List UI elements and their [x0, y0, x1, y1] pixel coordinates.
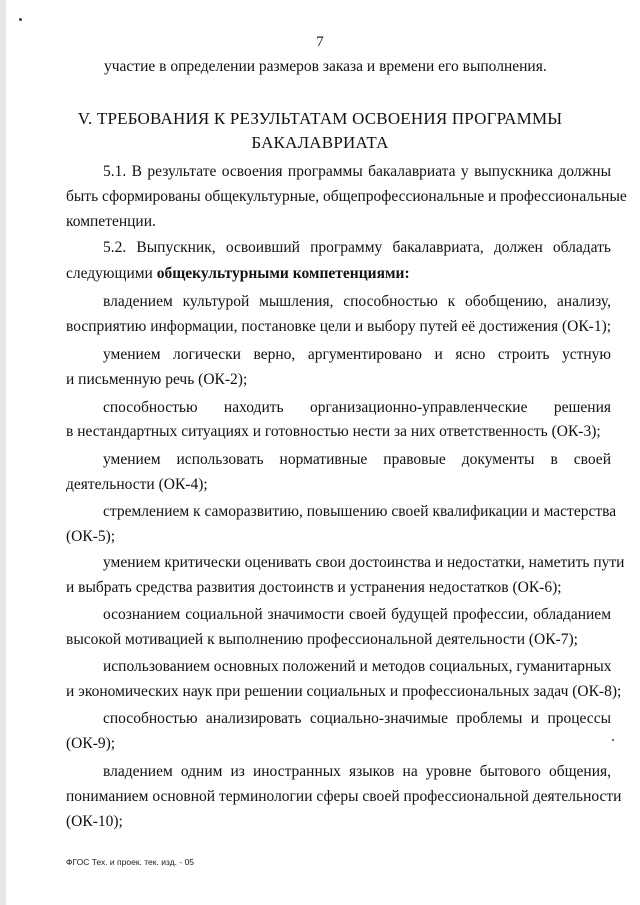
competency-ok-10-line-2: пониманием основной терминологии сферы своей профессиональной деятельности: [66, 788, 622, 805]
competency-ok-4-line-1: умением использовать нормативные правовые документы в своей: [103, 451, 611, 468]
scan-speck: [612, 739, 614, 741]
text-line: компетенции.: [66, 213, 156, 230]
competency-ok-2-line-1: умением логически верно, аргументировано и ясно строить устную: [103, 346, 611, 363]
competency-ok-9-line-2: (ОК-9);: [66, 735, 116, 752]
bold-term: общекультурными компетенциями:: [156, 265, 410, 282]
competency-ok-4-line-2: деятельности (ОК-4);: [66, 476, 208, 493]
competency-ok-9-line-1: способностью анализировать социально-значимые проблемы и процессы: [103, 710, 611, 727]
text-line: 5.2. Выпускник, освоивший программу бакалавриата, должен обладать: [103, 239, 611, 256]
competency-ok-1-line-2: восприятию информации, постановке цели и выбору путей её достижения (ОК-1);: [66, 318, 612, 335]
competency-ok-6-line-2: и выбрать средства развития достоинств и устранения недостатков (ОК-6);: [66, 579, 562, 596]
competency-ok-7-line-1: осознанием социальной значимости своей будущей профессии, обладанием: [103, 606, 611, 623]
competency-ok-10-line-1: владением одним из иностранных языков на уровне бытового общения,: [103, 763, 611, 780]
competency-ok-10-line-3: (ОК-10);: [66, 813, 123, 830]
section-title-line-1: V. ТРЕБОВАНИЯ К РЕЗУЛЬТАТАМ ОСВОЕНИЯ ПРОГРАММЫ: [77, 109, 563, 128]
competency-ok-5-line-2: (ОК-5);: [66, 528, 116, 545]
competency-ok-6-line-1: умением критически оценивать свои достоинства и недостатки, наметить пути: [103, 554, 625, 571]
competency-ok-5-line-1: стремлением к саморазвитию, повышению своей квалификации и мастерства: [103, 503, 617, 520]
footer-imprint: ФГОС Тех. и проек. тек. изд. - 05: [66, 857, 195, 867]
section-title-line-2: БАКАЛАВРИАТА: [251, 133, 389, 152]
competency-ok-3-line-2: в нестандартных ситуациях и готовностью нести за них ответственность (ОК-3);: [66, 423, 601, 440]
competency-ok-7-line-2: высокой мотивацией к выполнению профессиональной деятельности (ОК-7);: [66, 631, 578, 648]
competency-ok-8-line-2: и экономических наук при решении социальных и профессиональных задач (ОК-8);: [66, 683, 622, 700]
scan-speck: [19, 18, 22, 21]
text-line: 5.1. В результате освоения программы бакалавриата у выпускника должны: [103, 163, 611, 180]
text-line: быть сформированы общекультурные, общепрофессиональные и профессиональные: [66, 188, 627, 205]
page-number: 7: [316, 34, 324, 50]
competency-ok-2-line-2: и письменную речь (ОК-2);: [66, 371, 248, 388]
competency-ok-8-line-1: использованием основных положений и методов социальных, гуманитарных: [103, 658, 612, 675]
text-line: участие в определении размеров заказа и времени его выполнения.: [104, 58, 547, 75]
text-span: следующими: [66, 265, 157, 282]
competency-ok-1-line-1: владением культурой мышления, способностью к обобщению, анализу,: [103, 293, 611, 310]
text-line: [66, 264, 611, 284]
competency-ok-3-line-1: способностью находить организационно-управленческие решения: [103, 399, 611, 416]
